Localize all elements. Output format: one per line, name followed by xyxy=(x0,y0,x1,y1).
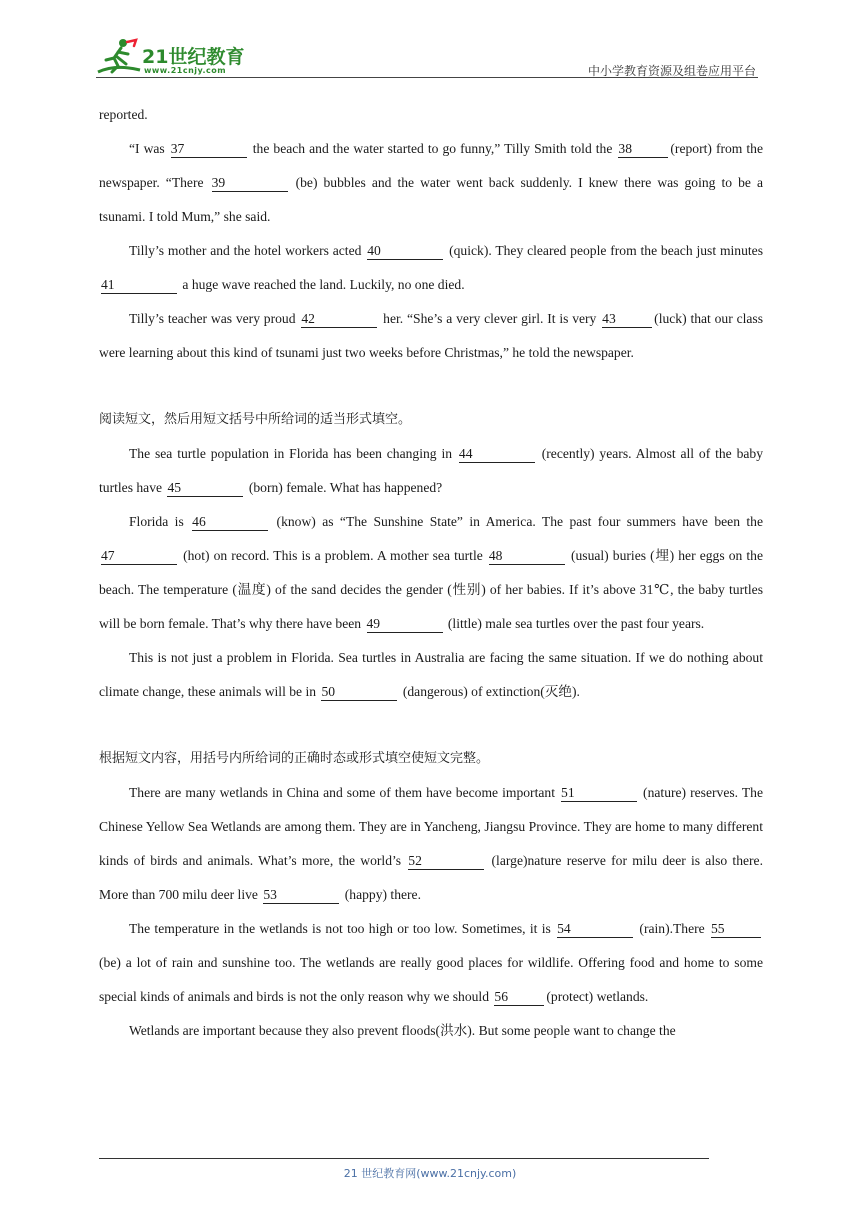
text: The sea turtle population in Florida has been changing in xyxy=(129,446,457,461)
text: (nature) reserves. The Chinese Yellow Sea Wetlands are among them. They are in Yancheng, Jiangsu Province. They are home to many different kinds of birds and animals. What’s more, the world’s xyxy=(99,785,763,868)
text: (protect) wetlands. xyxy=(546,989,649,1004)
document-body xyxy=(99,98,763,1048)
page-header xyxy=(96,36,756,78)
text: (little) male sea turtles over the past four years. xyxy=(444,616,705,631)
section-instruction: 阅读短文，然后用短文括号中所给词的适当形式填空。 xyxy=(99,412,412,427)
text: (dangerous) of extinction(灭绝). xyxy=(399,684,580,699)
paragraph xyxy=(99,234,763,302)
paragraph xyxy=(99,505,763,641)
text: Tilly’s teacher was very proud xyxy=(129,311,300,326)
brand-name: 21世纪教育 xyxy=(142,46,245,68)
paragraph xyxy=(99,437,763,505)
text: (be) bubbles and the water went back suddenly. I knew there was going to be a tsunami. I told Mum,” she said. xyxy=(99,175,763,224)
text: (rain).There xyxy=(635,921,709,936)
paragraph xyxy=(99,98,763,132)
paragraph xyxy=(99,132,763,234)
blank-44: 44 xyxy=(459,446,535,463)
text: (be) a lot of rain and sunshine too. The wetlands are really good places for wildlife. Offering food and home to some special kinds of animals and birds is not the only reason why we should xyxy=(99,955,763,1004)
blank-41: 41 xyxy=(101,277,177,294)
text: Florida is xyxy=(129,514,191,529)
text: (usual) buries (埋) her eggs on the beach. The temperature (温度) of the sand decides the gender (性别) of her babies. If it’s above 31℃, the baby turtles will be born female. That’s why there have been xyxy=(99,548,764,631)
platform-name: 中小学教育资源及组卷应用平台 xyxy=(587,64,756,78)
blank-38: 38 xyxy=(618,141,668,158)
footer-divider xyxy=(99,1158,709,1159)
blank-52: 52 xyxy=(408,853,484,870)
text: There are many wetlands in China and some of them have become important xyxy=(129,785,560,800)
paragraph xyxy=(99,912,763,1014)
text: the beach and the water started to go funny,” Tilly Smith told the xyxy=(248,141,617,156)
blank-48: 48 xyxy=(489,548,565,565)
blank-47: 47 xyxy=(101,548,177,565)
text: “I was xyxy=(129,141,169,156)
text: The temperature in the wetlands is not too high or too low. Sometimes, it is xyxy=(129,921,556,936)
text: (report) from the newspaper. “There xyxy=(99,141,763,190)
text: (luck) that our class were learning about this kind of tsunami just two weeks before Christmas,” he told the newspaper. xyxy=(99,311,763,360)
brand-url: www.21cnjy.com xyxy=(144,66,227,75)
text: her. “She’s a very clever girl. It is very xyxy=(379,311,601,326)
text: Wetlands are important because they also prevent floods(洪水). But some people want to change the xyxy=(129,1023,676,1038)
page-footer: 21 世纪教育网(www.21cnjy.com) xyxy=(343,1167,517,1180)
blank-40: 40 xyxy=(367,243,443,260)
text: (large)nature reserve for milu deer is also there. More than 700 milu deer live xyxy=(99,853,763,902)
paragraph xyxy=(99,641,763,709)
runner-logo-icon xyxy=(96,36,142,78)
blank-42: 42 xyxy=(301,311,377,328)
blank-56: 56 xyxy=(494,989,544,1006)
text: (happy) there. xyxy=(341,887,421,902)
blank-39: 39 xyxy=(212,175,288,192)
blank-54: 54 xyxy=(557,921,633,938)
text: (recently) years. Almost all of the baby turtles have xyxy=(99,446,763,495)
blank-49: 49 xyxy=(367,616,443,633)
blank-46: 46 xyxy=(192,514,268,531)
logo xyxy=(96,36,266,78)
blank-55: 55 xyxy=(711,921,761,938)
text: (quick). They cleared people from the beach just minutes xyxy=(445,243,763,258)
text: (born) female. What has happened? xyxy=(245,480,443,495)
blank-51: 51 xyxy=(561,785,637,802)
text: (know) as “The Sunshine State” in America. The past four summers have been the xyxy=(270,514,763,529)
text: a huge wave reached the land. Luckily, no one died. xyxy=(179,277,465,292)
blank-53: 53 xyxy=(263,887,339,904)
blank-43: 43 xyxy=(602,311,652,328)
paragraph xyxy=(99,1014,763,1048)
paragraph xyxy=(99,776,763,912)
blank-37: 37 xyxy=(171,141,247,158)
text: reported. xyxy=(99,107,148,122)
text: This is not just a problem in Florida. Sea turtles in Australia are facing the same situation. If we do nothing about climate change, these animals will be in xyxy=(99,650,763,699)
text: Tilly’s mother and the hotel workers acted xyxy=(129,243,366,258)
paragraph xyxy=(99,302,763,370)
header-divider xyxy=(96,77,758,78)
section-instruction: 根据短文内容，用括号内所给词的正确时态或形式填空使短文完整。 xyxy=(99,751,490,766)
blank-50: 50 xyxy=(321,684,397,701)
text: (hot) on record. This is a problem. A mother sea turtle xyxy=(179,548,487,563)
blank-45: 45 xyxy=(167,480,243,497)
